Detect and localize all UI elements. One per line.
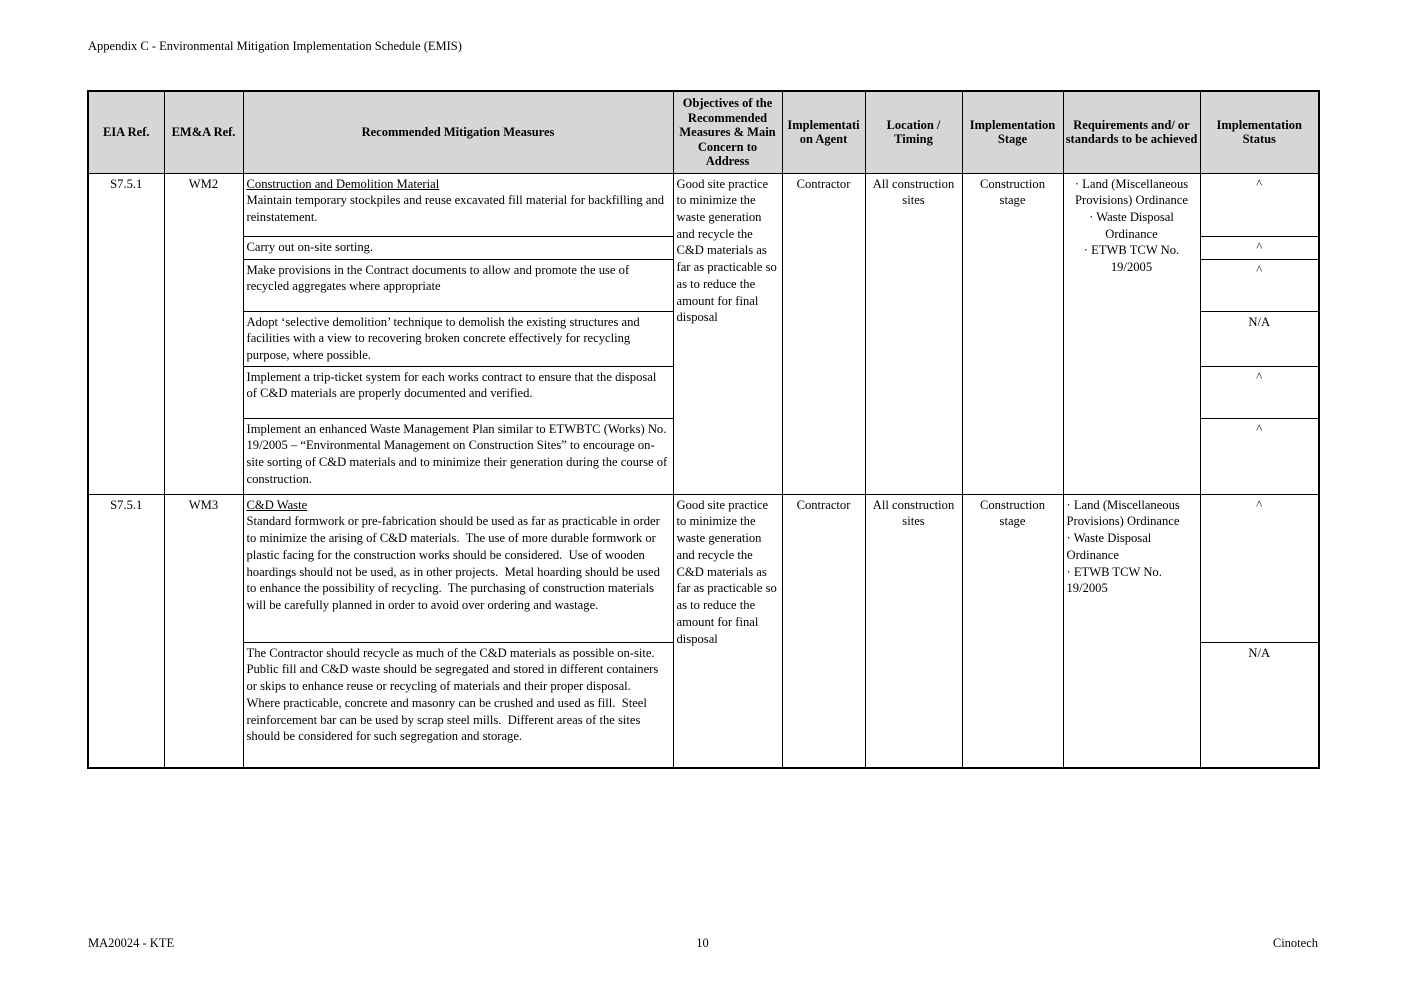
col-header-ema-ref: EM&A Ref. [164, 91, 243, 173]
measure-cell [243, 311, 673, 366]
eia-ref-cell: S7.5.1 [88, 173, 164, 494]
measure-text: Maintain temporary stockpiles and reuse excavated fill material for backfilling and reinstatement. [246, 193, 668, 224]
measure-cell [243, 366, 673, 418]
measure-text: Implement a trip-ticket system for each works contract to ensure that the disposal of C&D materials are properly documented and verified. [246, 369, 660, 401]
location-cell: All construction sites [865, 173, 962, 494]
appendix-title: Appendix C - Environmental Mitigation Implementation Schedule (EMIS) [88, 39, 462, 53]
requirement-item: · Waste Disposal Ordinance [1066, 531, 1152, 562]
status-cell: N/A [1200, 642, 1319, 768]
eia-ref-cell: S7.5.1 [88, 494, 164, 768]
footer-page-number: 10 [696, 936, 709, 950]
status-cell: ^ [1200, 259, 1319, 311]
status-cell: N/A [1200, 311, 1319, 366]
col-header-stage: Implementation Stage [962, 91, 1063, 173]
measure-text: Standard formwork or pre-fabrication should be used as far as practicable in order to minimize the arising of C&D materials. The use of more durable formwork or plastic facing for the construction works should be considered. Use of wooden hoardings should not be used, as in other projects. Metal hoarding should be used to enhance the possibility of recycling. The purchasing of construction materials will be carefully planned in order to avoid over ordering and wastage. [246, 514, 664, 613]
requirements-cell [1063, 494, 1200, 768]
agent-cell: Contractor [782, 173, 865, 494]
measure-cell [243, 259, 673, 311]
table-row [88, 173, 1319, 236]
agent-cell: Contractor [782, 494, 865, 768]
measure-text: Make provisions in the Contract documents to allow and promote the use of recycled aggregates where appropriate [246, 262, 633, 294]
measure-title: C&D Waste [246, 497, 308, 512]
status-cell: ^ [1200, 494, 1319, 642]
requirement-item: · Waste Disposal Ordinance [1089, 209, 1174, 241]
measure-title: Construction and Demolition Material [246, 176, 440, 191]
requirement-item: · Land (Miscellaneous Provisions) Ordinance [1074, 176, 1189, 208]
col-header-objectives: Objectives of the Recommended Measures & Main Concern to Address [673, 91, 782, 173]
status-cell: ^ [1200, 418, 1319, 494]
measure-text: The Contractor should recycle as much of the C&D materials as possible on-site. Public fill and C&D waste should be segregated and stored in different containers or skips to enhance reuse or recycling of materials and their proper disposal. Where practicable, concrete and masonry can be crushed and used as fill. Steel reinforcement bar can be used by scrap steel mills. Different areas of the sites should be considered for such segregation and storage. [246, 645, 662, 744]
location-cell: All construction sites [865, 494, 962, 768]
requirement-item: · ETWB TCW No. 19/2005 [1083, 243, 1180, 275]
ema-ref-cell: WM3 [164, 494, 243, 768]
measure-cell [243, 642, 673, 768]
emis-table-container [87, 90, 1320, 769]
measure-text: Adopt ‘selective demolition’ technique to demolish the existing structures and facilities with a view to recovering broken concrete effectively for recycling purpose, where possible. [246, 314, 643, 362]
objectives-cell: Good site practice to minimize the waste generation and recycle the C&D materials as far as practicable so as to reduce the amount for final disposal [673, 494, 782, 768]
status-cell: ^ [1200, 173, 1319, 236]
requirement-item: · Land (Miscellaneous Provisions) Ordinance [1066, 497, 1180, 529]
status-cell: ^ [1200, 236, 1319, 259]
requirement-item: · ETWB TCW No. 19/2005 [1066, 564, 1162, 596]
measure-cell [243, 173, 673, 236]
measure-text: Carry out on-site sorting. [246, 239, 374, 254]
measure-cell [243, 494, 673, 642]
col-header-measures: Recommended Mitigation Measures [243, 91, 673, 173]
footer-project-ref: MA20024 - KTE [88, 936, 175, 950]
requirements-cell [1063, 173, 1200, 494]
ema-ref-cell: WM2 [164, 173, 243, 494]
footer-company-name: Cinotech [1272, 936, 1318, 950]
status-cell: ^ [1200, 366, 1319, 418]
measure-cell [243, 236, 673, 259]
col-header-location-timing: Location / Timing [865, 91, 962, 173]
stage-cell: Construction stage [962, 494, 1063, 768]
col-header-eia-ref: EIA Ref. [88, 91, 164, 173]
table-header-row [88, 91, 1319, 173]
emis-table [87, 90, 1320, 769]
stage-cell: Construction stage [962, 173, 1063, 494]
measure-text: Implement an enhanced Waste Management Plan similar to ETWBTC (Works) No. 19/2005 – “Environmental Management on Construction Sites” to encourage on-site sorting of C&D materials and to minimize their generation during the course of construction. [246, 421, 671, 486]
col-header-requirements: Requirements and/ or standards to be achieved [1063, 91, 1200, 173]
col-header-status: Implementation Status [1200, 91, 1319, 173]
measure-cell [243, 418, 673, 494]
col-header-agent: Implementation Agent [782, 91, 865, 173]
table-row [88, 494, 1319, 642]
objectives-cell: Good site practice to minimize the waste generation and recycle the C&D materials as far as practicable so as to reduce the amount for final disposal [673, 173, 782, 494]
